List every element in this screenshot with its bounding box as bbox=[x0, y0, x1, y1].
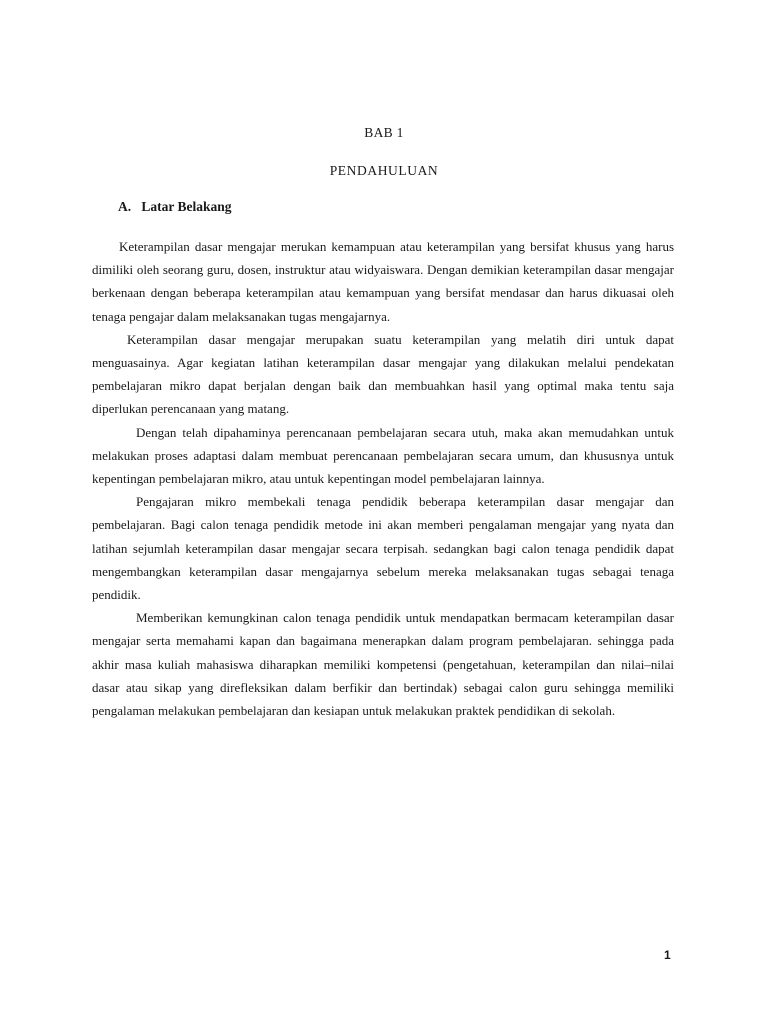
paragraph: Keterampilan dasar mengajar merupakan suatu keterampilan yang melatih diri untuk dapat menguasainya. Agar kegiatan latihan keterampilan dasar mengajar yang dilakukan melalui pendekatan pembelajaran mikro dapat berjalan dengan baik dan membuahkan hasil yang optimal maka tentu saja diperlukan perencanaan yang matang. bbox=[92, 331, 674, 417]
page-number: 1 bbox=[664, 948, 671, 962]
section-heading bbox=[118, 199, 232, 215]
body-text bbox=[92, 235, 674, 722]
section-title: Latar Belakang bbox=[141, 199, 232, 214]
paragraph: Pengajaran mikro membekali tenaga pendidik beberapa keterampilan dasar mengajar dan pembelajaran. Bagi calon tenaga pendidik metode ini akan memberi pengalaman mengajar yang nyata dan latihan sejumlah keterampilan dasar mengajar secara terpisah. sedangkan bagi calon tenaga pendidik dapat mengembangkan keterampilan dasar mengajarnya sebelum mereka melaksanakan tugas sebagai tenaga pendidik. bbox=[92, 494, 674, 603]
paragraph: Keterampilan dasar mengajar merukan kemampuan atau keterampilan yang bersifat khusus yang harus dimiliki oleh seorang guru, dosen, instruktur atau widyaiswara. Dengan demikian keterampilan dasar mengajar berkenaan dengan beberapa keterampilan atau kemampuan yang bersifat mendasar dan harus dikuasai oleh tenaga pengajar dalam melaksanakan tugas mengajarnya. bbox=[92, 239, 674, 324]
section-number: A. bbox=[118, 199, 132, 214]
chapter-title: PENDAHULUAN bbox=[329, 163, 439, 178]
paragraph: Dengan telah dipahaminya perencanaan pembelajaran secara utuh, maka akan memudahkan untuk melakukan proses adaptasi dalam membuat perencanaan pembelajaran secara umum, dan khususnya untuk kepentingan pembelajaran mikro, atau untuk kepentingan model pembelajaran lainnya. bbox=[92, 424, 674, 487]
chapter-label: BAB 1 bbox=[364, 125, 404, 140]
paragraph: Memberikan kemungkinan calon tenaga pendidik untuk mendapatkan bermacam keterampilan dasar mengajar serta memahami kapan dan bagaimana menerapkan dalam program pembelajaran. sehingga pada akhir masa kuliah mahasiswa diharapkan memiliki kompetensi (pengetahuan, keterampilan dan nilai–nilai dasar atau sikap yang direfleksikan dalam berfikir dan bertindak) sebagai calon guru sehingga memiliki pengalaman melakukan pembelajaran dan kesiapan untuk melakukan praktek pendidikan di sekolah. bbox=[92, 610, 674, 719]
